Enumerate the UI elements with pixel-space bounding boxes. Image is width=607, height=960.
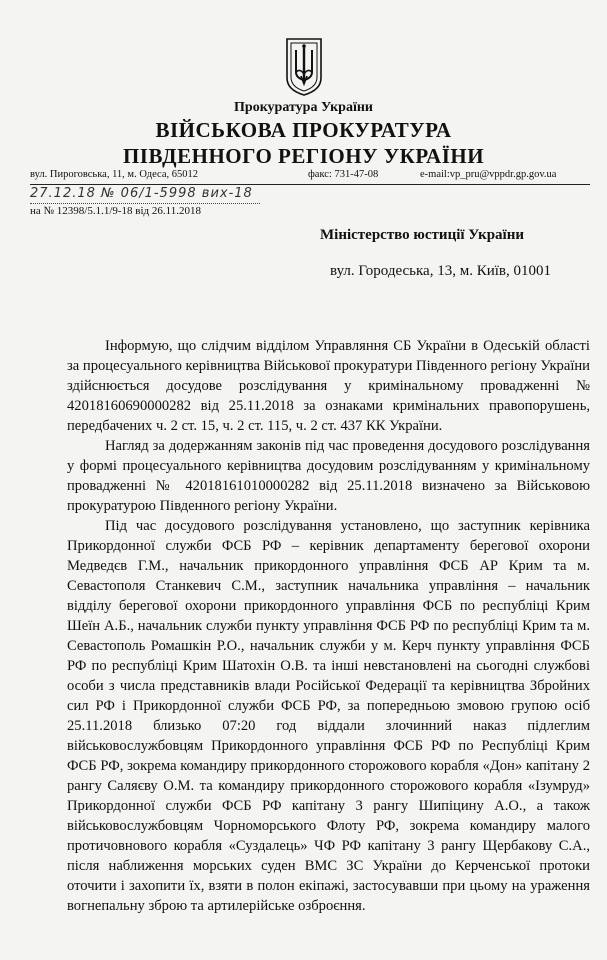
org-fax: факс: 731-47-08 xyxy=(308,169,379,180)
trident-coat-of-arms-icon xyxy=(285,38,323,96)
handwritten-registration-number: 27.12.18 № 06/1-5998 вих-18 xyxy=(30,186,253,201)
body-paragraph-3: Під час досудового розслідування установлено, що заступник керівника Прикордонної служби ФСБ РФ – керівник департаменту берегової охорони Медведєв Г.М., начальник прикордонного управління ФСБ АР Крим та м. Севастополя Станкевич С.М., заступник начальника управління – начальник відділу берегової охорони прикордонного управління ФСБ по республіці Крим Шеїн А.Б., начальник служби пункту управління ФСБ РФ по республіці Крим та м. Севастополь Ромашкін Р.О., начальник служби у м. Керч пункту управління ФСБ РФ по республіці Крим Шатохін О.В. та інші невстановлені на сьогодні службові особи з числа представників влади Російської Федерації та керівництва Збройних сил РФ і Прикордонної служби ФСБ РФ, за попередньою змовою групою осіб 25.11.2018 близько 07:20 год віддали злочинний наказ підлеглим військовослужбовцям Прикордонного управління ФСБ РФ по Республіці Крим ФСБ РФ, зокрема командиру прикордонного сторожового корабля «Дон» капітану 2 рангу Саляєву О.М. та командиру прикордонного сторожового корабля «Ізумруд» Прикордонної служби ФСБ РФ капітану 3 рангу Шипіцину А.О., а також військовослужбовцям Чорноморського Флоту РФ, зокрема командиру малого протичовнового корабля «Суздалець» ЧФ РФ капітану 3 рангу Щербакову С.А., після наближення морських суден ВМС ЗС України до Керченської протоки оточити і захопити їх, взяти в полон екіпажі, застосувавши при цьому на ураження вогнепальну зброю та артилерійське озброєння. xyxy=(67,518,590,914)
org-title-line-2: ПІВДЕННОГО РЕГІОНУ УКРАЇНИ xyxy=(122,144,485,168)
letter-body xyxy=(67,336,590,916)
reference-number: на № 12398/5.1.1/9-18 від 26.11.2018 xyxy=(30,205,201,217)
registration-underline xyxy=(30,203,260,204)
body-paragraph-2: Нагляд за додержанням законів під час проведення досудового розслідування у формі процесуального керівництва досудовим розслідуванням у кримінальному провадженні № 42018161010000282 від 25.11.2018 визначено за Військовою прокуратурою Південного регіону України. xyxy=(67,438,590,514)
org-parent-name: Прокуратура України xyxy=(234,100,373,115)
org-title-line-1: ВІЙСЬКОВА ПРОКУРАТУРА xyxy=(155,118,452,142)
header-divider xyxy=(30,184,590,185)
recipient-address: вул. Городеська, 13, м. Київ, 01001 xyxy=(330,263,551,279)
body-paragraph-1: Інформую, що слідчим відділом Управляння СБ України в Одеській області за процесуального керівництва Військової прокуратури Південного регіону України здійснюється досудове розслідування у кримінальному провадженні № 42018160690000282 від 25.11.2018 за ознаками кримінальних правопорушень, передбачених ч. 2 ст. 15, ч. 2 ст. 115, ч. 2 ст. 437 КК України. xyxy=(67,338,590,434)
org-address: вул. Пироговська, 11, м. Одеса, 65012 xyxy=(30,169,198,180)
org-email: e-mail:vp_pru@vppdr.gp.gov.ua xyxy=(420,169,557,180)
recipient-name: Міністерство юстиції України xyxy=(320,227,525,243)
